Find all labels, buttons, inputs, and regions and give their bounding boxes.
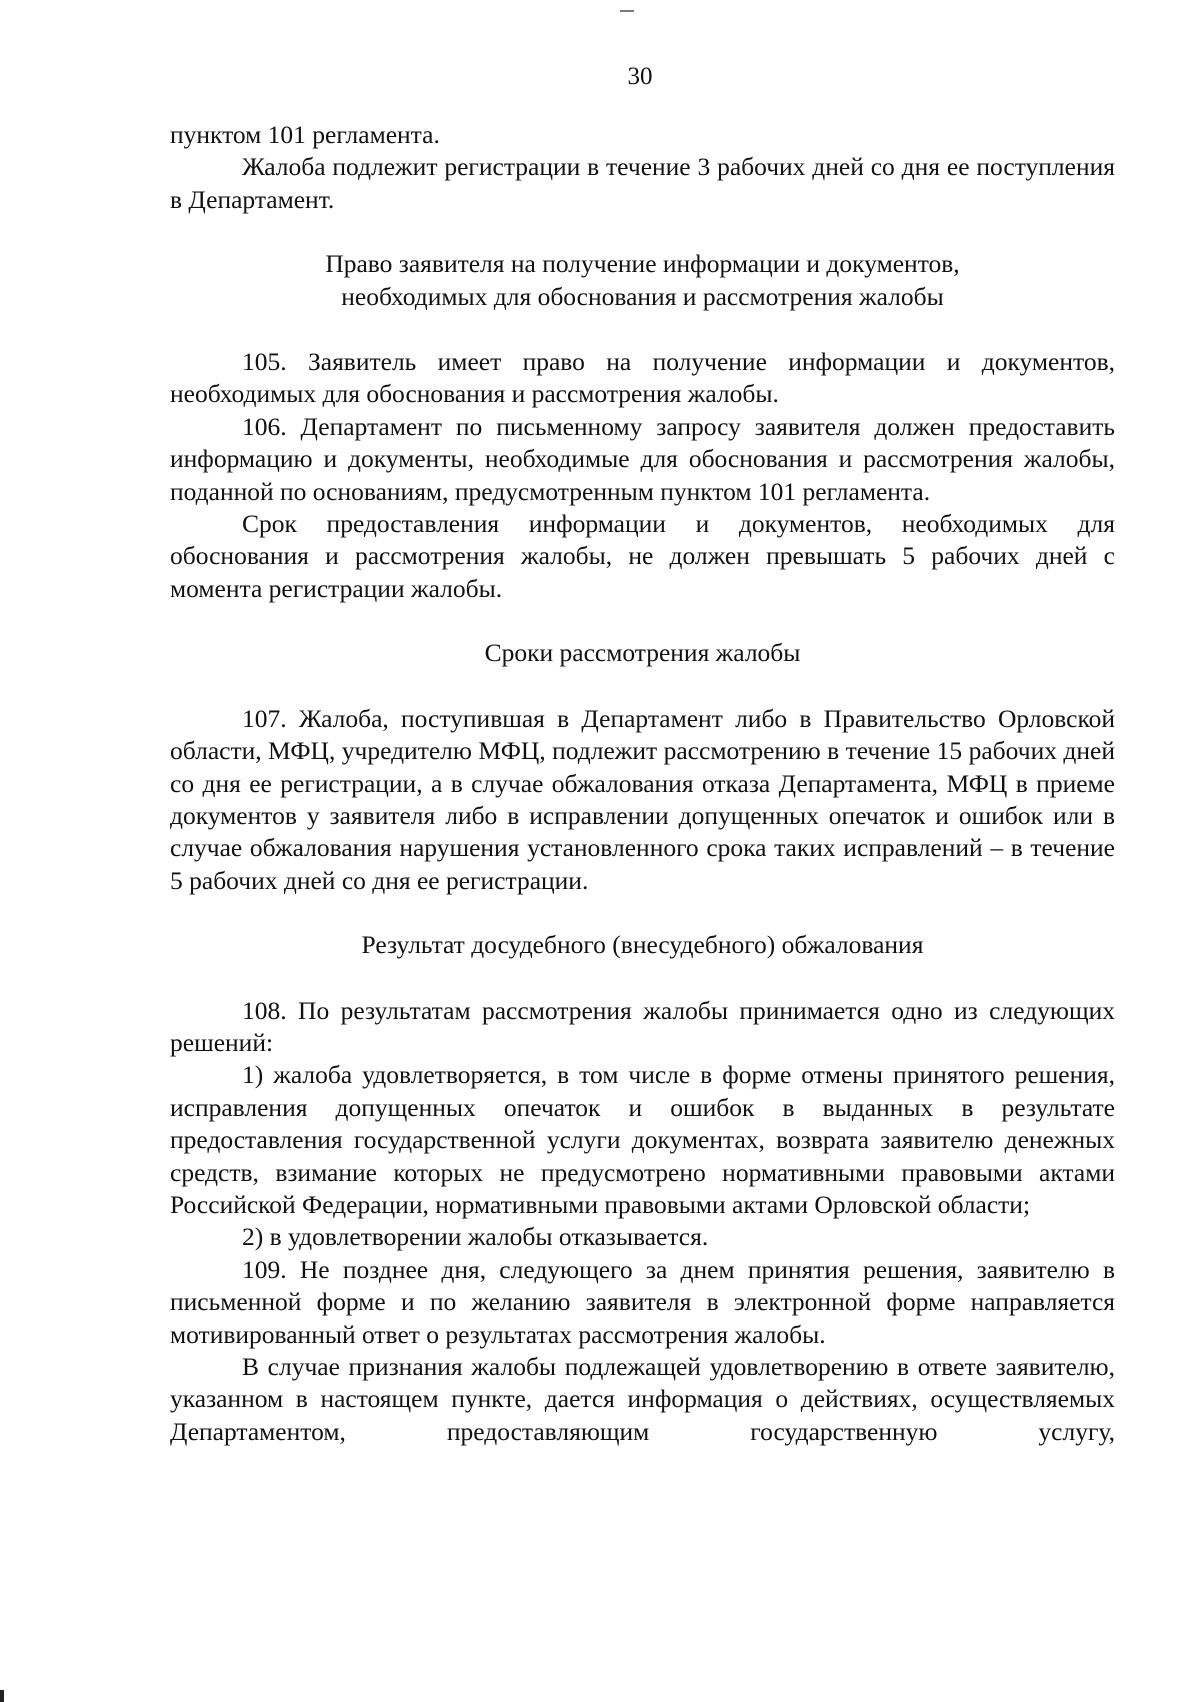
paragraph-satisfaction-case: В случае признания жалобы подлежащей удовлетворению в ответе заявителю, указанном в настоящем пункте, дается информация о действиях, осуществляемых Департаментом, предоставляющим государственную услугу, <box>170 1352 1115 1446</box>
paragraph-108-item-2: 2) в удовлетворении жалобы отказывается. <box>242 1222 709 1252</box>
scan-mark <box>620 10 634 12</box>
section-heading-right-to-information-line2: необходимых для обоснования и рассмотрения жалобы <box>341 281 944 311</box>
section-heading-appeal-result: Результат досудебного (внесудебного) обжалования <box>361 930 924 960</box>
paragraph-108-item-1: 1) жалоба удовлетворяется, в том числе в форме отмены принятого решения, исправления допущенных опечаток и ошибок в выданных в результате предоставления государственной услуги документах, возврата заявителю денежных средств, взимание которых не предусмотрено нормативными правовыми актами Российской Федерации, нормативными правовыми актами Орловской области; <box>170 1060 1115 1219</box>
paragraph-deadline-info: Срок предоставления информации и документов, необходимых для обоснования и рассмотрения жалобы, не должен превышать 5 рабочих дней с момента регистрации жалобы. <box>170 509 1115 603</box>
paragraph-106: 106. Департамент по письменному запросу заявителя должен предоставить информацию и документы, необходимые для обоснования и рассмотрения жалобы, поданной по основаниям, предусмотренным пунктом 101 регламента. <box>170 411 1115 506</box>
paragraph-108: 108. По результатам рассмотрения жалобы принимается одно из следующих решений: <box>170 995 1115 1057</box>
paragraph-continuation: пунктом 101 регламента. <box>170 120 440 149</box>
page-number: 30 <box>627 63 653 90</box>
section-heading-right-to-information: Право заявителя на получение информации и документов, <box>325 249 960 279</box>
paragraph-registration: Жалоба подлежит регистрации в течение 3 рабочих дней со дня ее поступления в Департамент. <box>170 152 1115 214</box>
paragraph-105: 105. Заявитель имеет право на получение информации и документов, необходимых для обоснования и рассмотрения жалобы. <box>170 347 1115 409</box>
paragraph-107: 107. Жалоба, поступившая в Департамент либо в Правительство Орловской области, МФЦ, учредителю МФЦ, подлежит рассмотрению в течение 15 рабочих дней со дня ее регистрации, а в случае обжалования отказа Департамента, МФЦ в приеме документов у заявителя либо в исправлении допущенных опечаток и ошибок или в случае обжалования нарушения установленного срока таких исправлений – в течение 5 рабочих дней со дня ее регистрации. <box>170 703 1115 895</box>
scan-mark <box>0 1690 4 1702</box>
document-body <box>170 119 1115 1448</box>
paragraph-109: 109. Не позднее дня, следующего за днем принятия решения, заявителю в письменной форме и по желанию заявителя в электронной форме направляется мотивированный ответ о результатах рассмотрения жалобы. <box>170 1254 1115 1349</box>
section-heading-review-terms: Сроки рассмотрения жалобы <box>484 638 801 668</box>
